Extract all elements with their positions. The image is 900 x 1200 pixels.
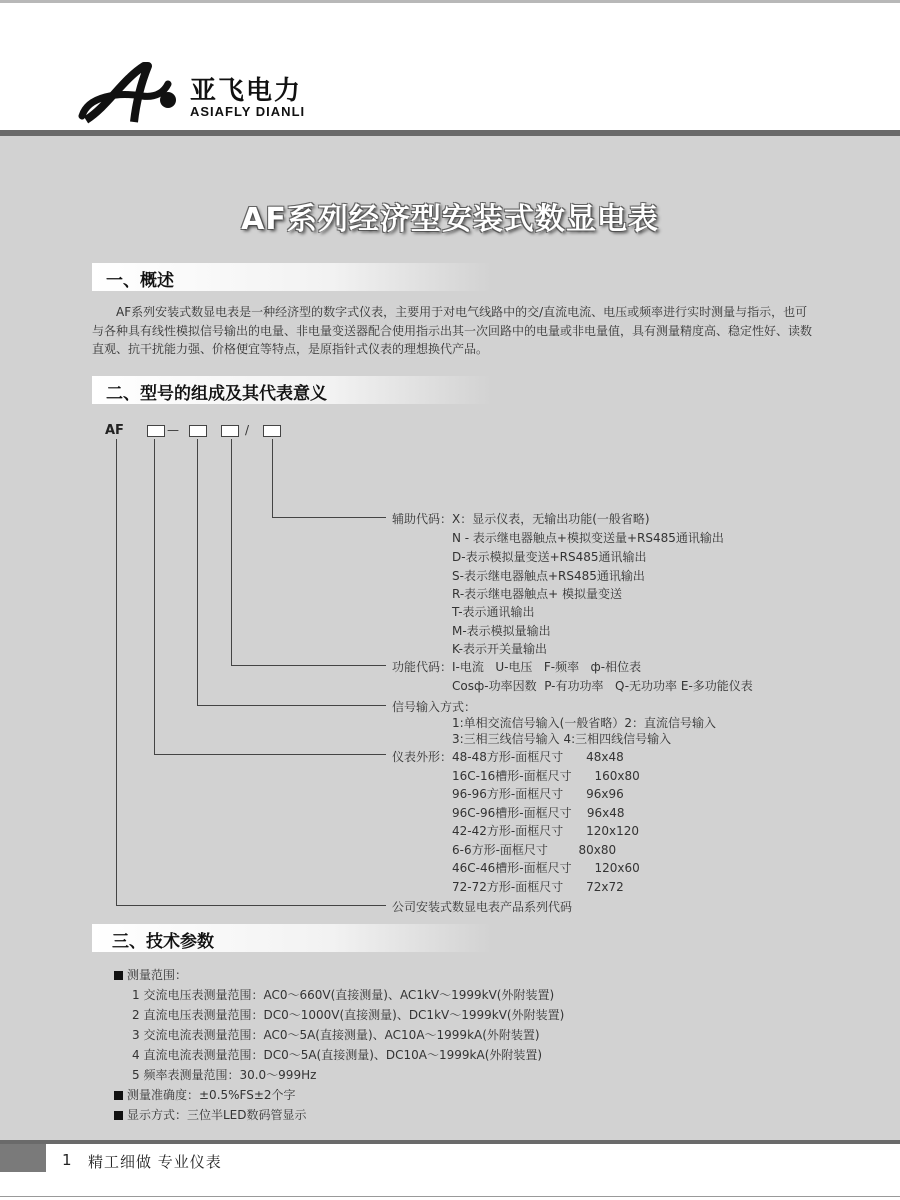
shape-line: 96C-96槽形-面框尺寸 96x48 bbox=[452, 806, 625, 820]
connector-function-h bbox=[231, 665, 386, 666]
page-number: 1 bbox=[62, 1151, 72, 1169]
connector-shape-h bbox=[154, 754, 386, 755]
spec-range-line: 2 直流电压表测量范围：DC0～1000V(直接测量)、DC1kV～1999kV(外附装置) bbox=[132, 1008, 565, 1022]
connector-aux bbox=[272, 439, 273, 517]
brand-name-english: ASIAFLY DIANLI bbox=[190, 104, 306, 119]
code-box-aux bbox=[263, 425, 281, 437]
spec-display bbox=[114, 1106, 307, 1123]
spec-range-line: 4 直流电流表测量范围：DC0～5A(直接测量)、DC10A～1999kA(外附装置) bbox=[132, 1048, 543, 1062]
page-title: AF系列经济型安装式数显电表 bbox=[241, 202, 659, 237]
code-box-shape bbox=[147, 425, 165, 437]
section-header-model bbox=[92, 376, 492, 404]
spec-range-label-text: 测量范围： bbox=[127, 968, 188, 982]
bullet-icon bbox=[114, 1091, 123, 1100]
content-area bbox=[0, 136, 900, 1140]
model-code-prefix: AF bbox=[105, 423, 124, 438]
connector-series bbox=[116, 439, 117, 905]
footer-rule bbox=[0, 1196, 900, 1197]
section-title-tech: 三、技术参数 bbox=[112, 932, 214, 952]
spec-range-line: 1 交流电压表测量范围：AC0～660V(直接测量)、AC1kV～1999kV(外附装置) bbox=[132, 988, 555, 1002]
code-dash: — bbox=[167, 423, 179, 437]
code-slash: / bbox=[245, 423, 250, 437]
shape-line: 96-96方形-面框尺寸 96x96 bbox=[452, 787, 624, 801]
function-line: Cosф-功率因数 P-有功功率 Q-无功功率 E-多功能仪表 bbox=[452, 679, 753, 693]
brand-name-chinese: 亚飞电力 bbox=[190, 76, 303, 106]
section-header-tech bbox=[92, 924, 492, 952]
top-rule bbox=[0, 0, 900, 3]
shape-line: 72-72方形-面框尺寸 72x72 bbox=[452, 880, 624, 894]
shape-line: 42-42方形-面框尺寸 120x120 bbox=[452, 824, 639, 838]
bullet-icon bbox=[114, 1111, 123, 1120]
section-header-overview bbox=[92, 263, 492, 291]
page-header bbox=[0, 0, 900, 130]
section-title-model: 二、型号的组成及其代表意义 bbox=[106, 384, 327, 404]
aux-line: R-表示继电器触点+ 模拟量变送 bbox=[452, 587, 623, 601]
footer-band bbox=[0, 1140, 900, 1144]
spec-range-label bbox=[114, 966, 187, 983]
code-box-function bbox=[221, 425, 239, 437]
section-title-overview: 一、概述 bbox=[106, 271, 174, 291]
aux-line: M-表示模拟量输出 bbox=[452, 624, 551, 638]
aux-line: X：显示仪表，无输出功能(一般省略) bbox=[452, 512, 650, 526]
connector-signal bbox=[197, 439, 198, 705]
shape-line: 16C-16槽形-面框尺寸 160x80 bbox=[452, 769, 640, 783]
aux-line: K-表示开关量输出 bbox=[452, 642, 547, 656]
spec-accuracy-text: 测量准确度：±0.5%FS±2个字 bbox=[127, 1088, 296, 1102]
connector-signal-h bbox=[197, 705, 386, 706]
shape-line: 48-48方形-面框尺寸 48x48 bbox=[452, 750, 624, 764]
connector-shape bbox=[154, 439, 155, 754]
aux-line: S-表示继电器触点+RS485通讯输出 bbox=[452, 569, 645, 583]
series-code-label: 公司安装式数显电表产品系列代码 bbox=[392, 900, 573, 914]
asiafly-logo-icon bbox=[78, 62, 183, 126]
aux-code-label: 辅助代码： bbox=[392, 512, 453, 526]
aux-line: D-表示模拟量变送+RS485通讯输出 bbox=[452, 550, 647, 564]
spec-range-line: 3 交流电流表测量范围：AC0～5A(直接测量)、AC10A～1999kA(外附装置) bbox=[132, 1028, 540, 1042]
footer-slogan: 精工细做 专业仪表 bbox=[88, 1153, 222, 1171]
page-footer bbox=[0, 1140, 900, 1200]
spec-range-line: 5 频率表测量范围：30.0～999Hz bbox=[132, 1068, 317, 1082]
footer-block bbox=[0, 1144, 46, 1172]
shape-line: 6-6方形-面框尺寸 80x80 bbox=[452, 843, 617, 857]
signal-line: 1:单相交流信号输入(一般省略）2：直流信号输入 bbox=[452, 716, 716, 730]
spec-accuracy bbox=[114, 1086, 296, 1103]
signal-line: 3:三相三线信号输入 4:三相四线信号输入 bbox=[452, 732, 672, 746]
shape-line: 46C-46槽形-面框尺寸 120x60 bbox=[452, 861, 640, 875]
overview-paragraph: AF系列安装式数显电表是一种经济型的数字式仪表，主要用于对电气线路中的交/直流电流、电压或频率进行实时测量与指示，也可与各种具有线性模拟信号输出的电量、非电量变送器配合使用指示出其一次回路中的电量或非电量值，具有测量精度高、稳定性好、读数直观、抗干扰能力强、价格便宜等特点，是原指针式仪表的理想换代产品。 bbox=[92, 305, 813, 356]
connector-series-h bbox=[116, 905, 386, 906]
connector-aux-h bbox=[272, 517, 386, 518]
function-code-label: 功能代码： bbox=[392, 660, 453, 674]
function-line: I-电流 U-电压 F-频率 ф-相位表 bbox=[452, 660, 642, 674]
shape-label: 仪表外形： bbox=[392, 750, 453, 764]
aux-line: T-表示通讯输出 bbox=[452, 605, 535, 619]
spec-display-text: 显示方式：三位半LED数码管显示 bbox=[127, 1108, 307, 1122]
signal-input-label: 信号输入方式： bbox=[392, 700, 477, 714]
connector-function bbox=[231, 439, 232, 665]
aux-line: N - 表示继电器触点+模拟变送量+RS485通讯输出 bbox=[452, 531, 724, 545]
bullet-icon bbox=[114, 971, 123, 980]
code-box-signal bbox=[189, 425, 207, 437]
